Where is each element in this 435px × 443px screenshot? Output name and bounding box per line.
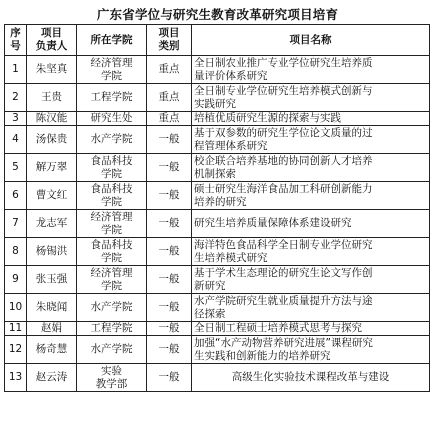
cell-leader: 龙志军: [27, 210, 77, 238]
cell-category: 一般: [147, 266, 192, 294]
cell-category: 重点: [147, 84, 192, 112]
cell-project-name: 研究生培养质量保障体系建设研究: [192, 210, 430, 238]
cell-college: 经济管理 学院: [77, 210, 147, 238]
cell-seq: 4: [5, 126, 27, 154]
cell-leader: 朱晓闻: [27, 294, 77, 322]
cell-college: 水产学院: [77, 126, 147, 154]
table-row: [5, 84, 430, 112]
table-row: [5, 266, 430, 294]
table-row: [5, 182, 430, 210]
cell-project-name: 基于双参数的研究生学位论文质量的过 程管理体系研究: [192, 126, 430, 154]
cell-leader: 杨奇慧: [27, 336, 77, 364]
cell-seq: 7: [5, 210, 27, 238]
table-row: [5, 210, 430, 238]
cell-college: 经济管理 学院: [77, 56, 147, 84]
cell-seq: 12: [5, 336, 27, 364]
cell-leader: 朱坚真: [27, 56, 77, 84]
cell-seq: 13: [5, 364, 27, 392]
cell-project-name: 海洋特色食品科学全日制专业学位研究 生培养模式研究: [192, 238, 430, 266]
projects-table: [4, 24, 430, 392]
table-body: [5, 56, 430, 392]
cell-seq: 5: [5, 154, 27, 182]
cell-project-name: 培植优质研究生源的探索与实践: [192, 112, 430, 126]
cell-category: 一般: [147, 238, 192, 266]
header-seq: 序 号: [5, 25, 27, 56]
cell-seq: 6: [5, 182, 27, 210]
cell-project-name: 全日制专业学位研究生培养模式创新与 实践研究: [192, 84, 430, 112]
header-category: 项目 类别: [147, 25, 192, 56]
cell-college: 食品科技 学院: [77, 238, 147, 266]
cell-leader: 杨锡洪: [27, 238, 77, 266]
table-row: [5, 126, 430, 154]
cell-category: 一般: [147, 322, 192, 336]
cell-college: 研究生处: [77, 112, 147, 126]
table-row: [5, 364, 430, 392]
cell-seq: 11: [5, 322, 27, 336]
cell-category: 重点: [147, 112, 192, 126]
cell-leader: 赵娟: [27, 322, 77, 336]
table-row: [5, 322, 430, 336]
cell-seq: 1: [5, 56, 27, 84]
cell-category: 重点: [147, 56, 192, 84]
cell-seq: 9: [5, 266, 27, 294]
table-header-row: [5, 25, 430, 56]
cell-college: 经济管理 学院: [77, 266, 147, 294]
table-row: [5, 112, 430, 126]
cell-project-name: 水产学院研究生就业质量提升方法与途 径探索: [192, 294, 430, 322]
cell-category: 一般: [147, 182, 192, 210]
cell-leader: 王贵: [27, 84, 77, 112]
cell-seq: 2: [5, 84, 27, 112]
cell-college: 食品科技 学院: [77, 182, 147, 210]
cell-seq: 3: [5, 112, 27, 126]
cell-college: 工程学院: [77, 84, 147, 112]
cell-project-name: 基于学术生态理论的研究生论文写作创 新研究: [192, 266, 430, 294]
table-row: [5, 154, 430, 182]
header-leader: 项目 负责人: [27, 25, 77, 56]
cell-leader: 赵云涛: [27, 364, 77, 392]
cell-category: 一般: [147, 126, 192, 154]
cell-category: 一般: [147, 154, 192, 182]
cell-college: 食品科技 学院: [77, 154, 147, 182]
header-project-name: 项目名称: [192, 25, 430, 56]
cell-college: 水产学院: [77, 336, 147, 364]
cell-project-name: 全日制工程硕士培养模式思考与探究: [192, 322, 430, 336]
cell-leader: 汤保贵: [27, 126, 77, 154]
table-row: [5, 336, 430, 364]
cell-project-name: 加强“水产动物营养研究进展”课程研究 生实践和创新能力的培养研究: [192, 336, 430, 364]
cell-college: 实验 教学部: [77, 364, 147, 392]
cell-college: 水产学院: [77, 294, 147, 322]
cell-leader: 解万翠: [27, 154, 77, 182]
cell-project-name: 全日制农业推广专业学位研究生培养质 量评价体系研究: [192, 56, 430, 84]
header-college: 所在学院: [77, 25, 147, 56]
cell-leader: 曹文红: [27, 182, 77, 210]
cell-seq: 8: [5, 238, 27, 266]
table-row: [5, 56, 430, 84]
table-row: [5, 238, 430, 266]
cell-category: 一般: [147, 294, 192, 322]
cell-category: 一般: [147, 210, 192, 238]
cell-college: 工程学院: [77, 322, 147, 336]
cell-leader: 张玉强: [27, 266, 77, 294]
cell-category: 一般: [147, 364, 192, 392]
cell-leader: 陈汉能: [27, 112, 77, 126]
cell-project-name: 高级生化实验技术课程改革与建设: [192, 364, 430, 392]
cell-seq: 10: [5, 294, 27, 322]
cell-category: 一般: [147, 336, 192, 364]
page-title: 广东省学位与研究生教育改革研究项目培育: [96, 7, 339, 22]
cell-project-name: 硕士研究生海洋食品加工科研创新能力 培养的研究: [192, 182, 430, 210]
cell-project-name: 校企联合培养基地的协同创新人才培养 机制探索: [192, 154, 430, 182]
table-row: [5, 294, 430, 322]
